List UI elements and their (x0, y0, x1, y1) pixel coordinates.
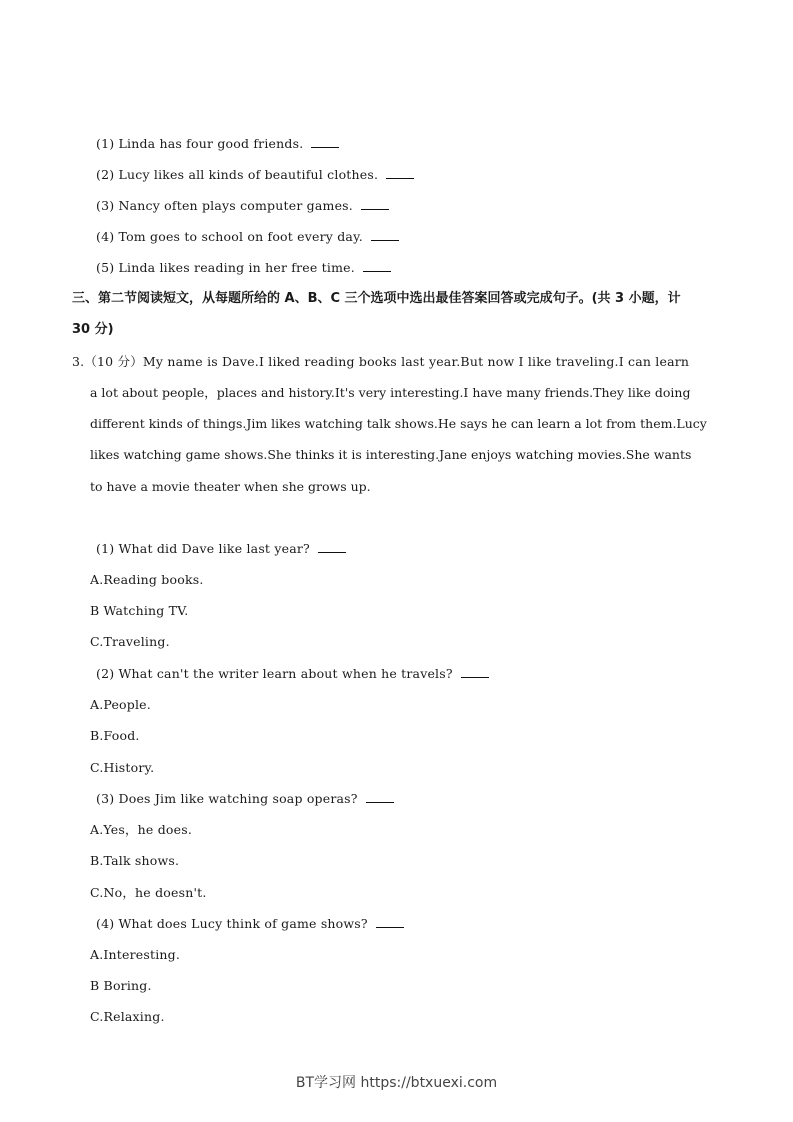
option-b[interactable]: B.Food. (90, 728, 140, 743)
section-header-line1: 三、第二节阅读短文，从每题所给的 A、B、C 三个选项中选出最佳答案回答或完成句子。(共 3 小题，计 (72, 291, 681, 306)
statement-2 (96, 167, 414, 183)
subquestion-number: (2) (96, 666, 115, 681)
footer-watermark: BT学习网 https://btxuexi.com (295, 1075, 498, 1091)
answer-blank[interactable] (371, 230, 399, 241)
statement-number: (4) (96, 229, 115, 244)
answer-blank[interactable] (361, 199, 389, 210)
subquestion-number: (3) (96, 791, 115, 806)
subquestion-text: What can't the writer learn about when he travels? (118, 666, 453, 681)
passage-line: to have a movie theater when she grows up. (90, 479, 371, 494)
statement-1 (96, 136, 339, 152)
subquestion-text: What did Dave like last year? (118, 541, 310, 556)
option-b[interactable]: B Boring. (90, 978, 152, 993)
statement-text: Lucy likes all kinds of beautiful clothes. (118, 167, 379, 182)
subquestion-number: (4) (96, 916, 115, 931)
subquestion-1 (96, 541, 346, 557)
statement-3 (96, 198, 389, 214)
question-number-score: 3.（10 分） (72, 354, 143, 369)
answer-blank[interactable] (318, 542, 346, 553)
subquestion-3 (96, 791, 394, 807)
statement-number: (2) (96, 167, 115, 182)
option-a[interactable]: A.Reading books. (90, 572, 204, 587)
subquestion-4 (96, 916, 404, 932)
statement-number: (3) (96, 198, 115, 213)
option-a[interactable]: A.People. (90, 697, 151, 712)
passage-line: My name is Dave.I liked reading books last year.But now I like traveling.I can learn (142, 354, 690, 369)
answer-blank[interactable] (311, 137, 339, 148)
section-header-line2: 30 分) (72, 322, 114, 337)
statement-text: Linda has four good friends. (118, 136, 304, 151)
statement-text: Linda likes reading in her free time. (118, 260, 355, 275)
passage-line: different kinds of things.Jim likes watching talk shows.He says he can learn a lot from them.Lucy (90, 416, 707, 431)
option-c[interactable]: C.Traveling. (90, 634, 170, 649)
subquestion-2 (96, 666, 489, 682)
option-c[interactable]: C.Relaxing. (90, 1009, 165, 1024)
answer-blank[interactable] (461, 667, 489, 678)
statement-5 (96, 260, 391, 276)
answer-blank[interactable] (386, 168, 414, 179)
statement-text: Tom goes to school on foot every day. (118, 229, 363, 244)
passage-line: likes watching game shows.She thinks it is interesting.Jane enjoys watching movies.She wants (90, 447, 692, 462)
subquestion-number: (1) (96, 541, 115, 556)
question-3-intro (72, 354, 689, 370)
answer-blank[interactable] (363, 261, 391, 272)
option-a[interactable]: A.Interesting. (90, 947, 181, 962)
subquestion-text: Does Jim like watching soap operas? (118, 791, 358, 806)
statement-4 (96, 229, 399, 245)
option-a[interactable]: A.Yes，he does. (90, 822, 193, 837)
passage-line: a lot about people，places and history.It's very interesting.I have many friends.They like doing (90, 385, 691, 400)
option-c[interactable]: C.No，he doesn't. (90, 885, 207, 900)
statement-text: Nancy often plays computer games. (118, 198, 353, 213)
statement-number: (1) (96, 136, 115, 151)
answer-blank[interactable] (366, 792, 394, 803)
subquestion-text: What does Lucy think of game shows? (118, 916, 368, 931)
option-b[interactable]: B Watching TV. (90, 603, 189, 618)
option-b[interactable]: B.Talk shows. (90, 853, 180, 868)
statement-number: (5) (96, 260, 115, 275)
answer-blank[interactable] (376, 917, 404, 928)
option-c[interactable]: C.History. (90, 760, 155, 775)
